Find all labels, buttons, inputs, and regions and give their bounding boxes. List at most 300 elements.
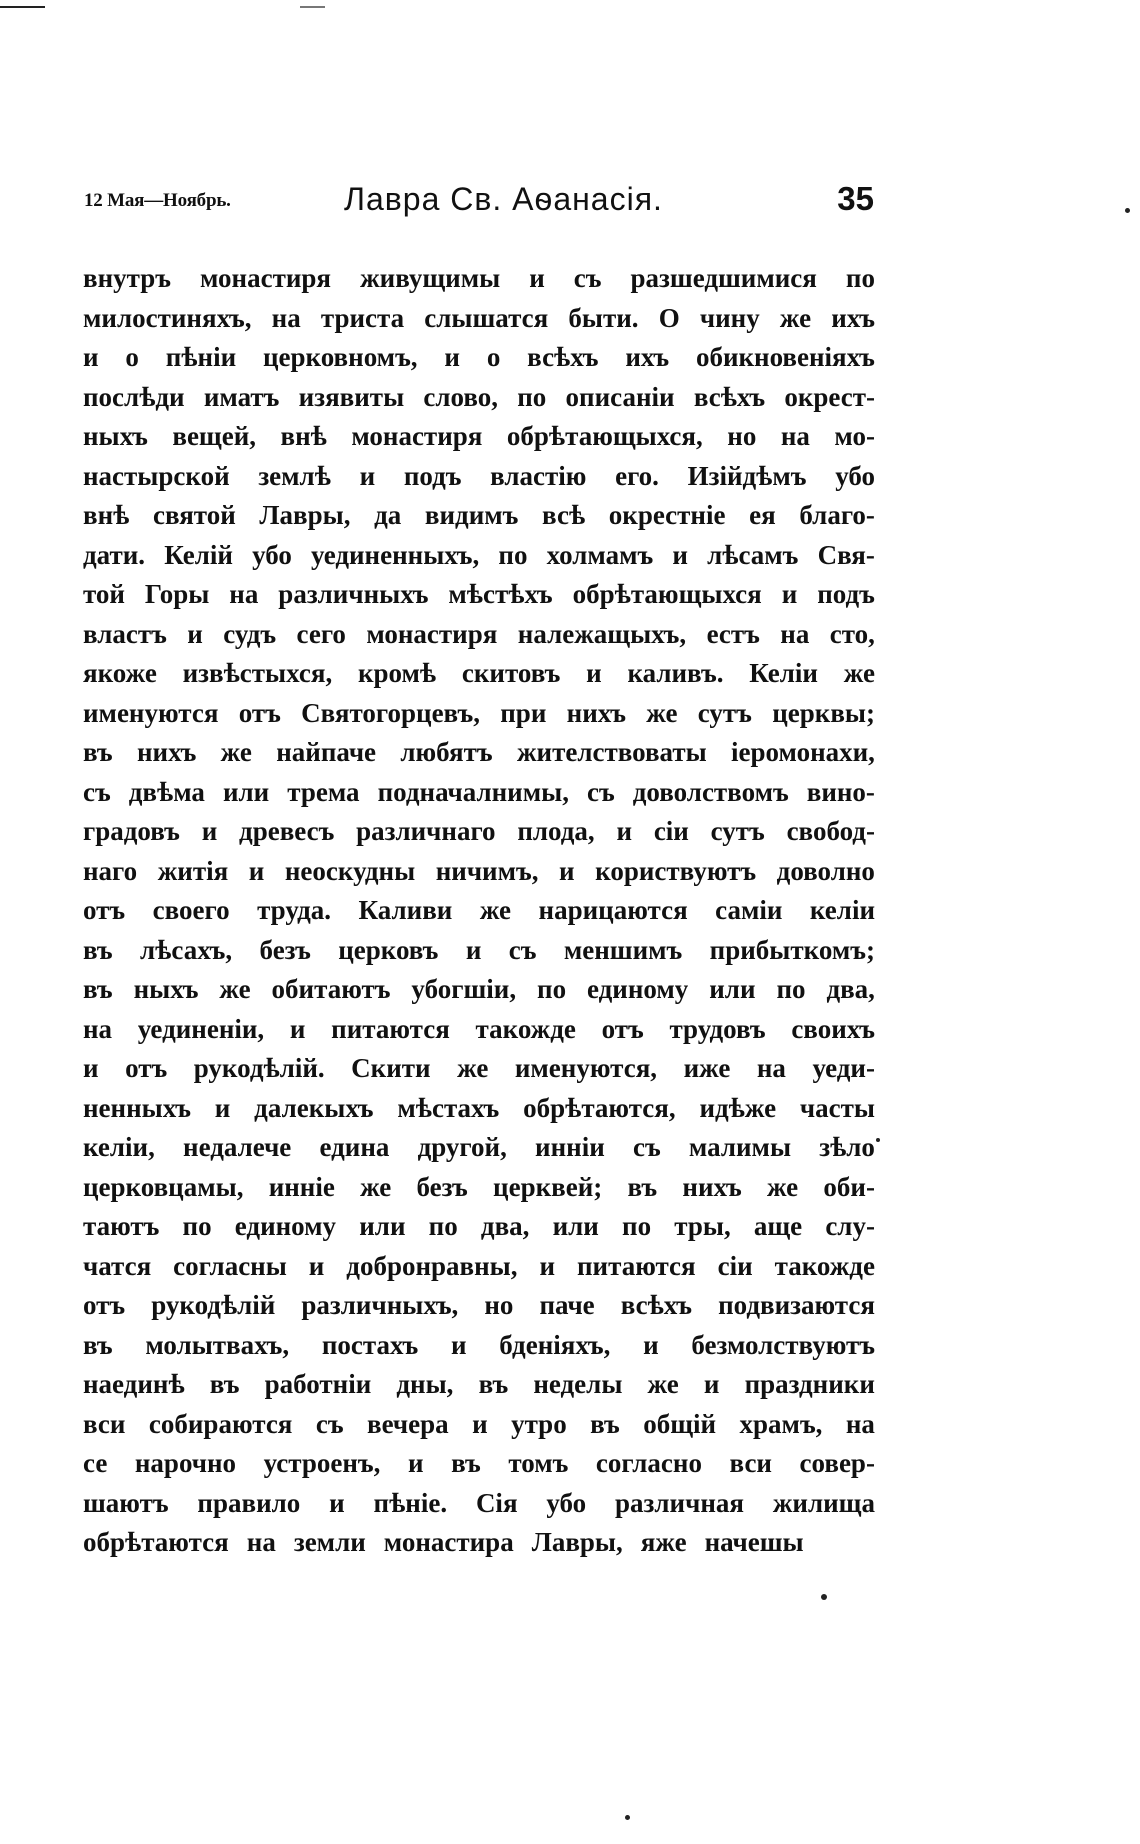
word: видимъ [424, 500, 519, 530]
word: жителствоваты [516, 737, 707, 767]
word: и [83, 1053, 99, 1083]
word: въ [478, 1369, 509, 1399]
text-line [83, 852, 875, 892]
word: въ [451, 1448, 481, 1478]
word: користвуютъ [595, 855, 757, 886]
word: по [845, 263, 875, 293]
word: и [359, 460, 376, 491]
text-line [83, 615, 875, 655]
word: ихъ [831, 302, 875, 333]
word: нихъ [137, 737, 197, 767]
word: всѣхъ [693, 381, 766, 412]
word: разшедшимися [630, 263, 817, 293]
word: и [214, 1092, 231, 1123]
word: внѣ [280, 421, 327, 451]
word: аще [753, 1211, 803, 1241]
header-date-range: 12 Мая—Ноябрь. [84, 190, 231, 211]
scan-edge-mark [300, 6, 325, 8]
word: отъ [83, 1290, 126, 1320]
word: трудовъ [669, 1013, 766, 1044]
word: келіи, [83, 1132, 155, 1162]
word: сутъ [697, 697, 752, 728]
word: по [622, 1211, 652, 1241]
word: два, [826, 974, 875, 1004]
text-line [83, 457, 875, 497]
word: и [83, 342, 99, 372]
word: Лавры, [259, 500, 351, 530]
word: двѣма [128, 776, 205, 807]
word: съ [508, 934, 537, 965]
word: его. [615, 460, 659, 491]
word: благо- [799, 500, 875, 530]
word: якоже [83, 658, 157, 688]
word: собираются [148, 1408, 293, 1439]
word: единому [587, 974, 689, 1004]
word: церквей; [493, 1171, 603, 1202]
word: слышатся [424, 302, 549, 333]
word: же [479, 895, 512, 925]
word: настырской [83, 460, 230, 491]
word: совер- [799, 1448, 875, 1478]
word: же [766, 1171, 799, 1202]
word: обрѣтающыхся, [506, 421, 703, 451]
word: живущимы [360, 263, 501, 293]
text-line [83, 338, 875, 378]
word: наединѣ [83, 1369, 185, 1399]
word: и [407, 1448, 424, 1478]
word: монастиря [351, 421, 483, 451]
word: ныхъ [83, 421, 148, 451]
word: иже [683, 1053, 731, 1083]
word: сіи [653, 816, 689, 846]
word: уединеніи, [137, 1013, 265, 1044]
word: томъ [508, 1448, 569, 1478]
word: пѣніе. [373, 1487, 448, 1518]
word: и [559, 855, 575, 886]
word: малимы [688, 1132, 792, 1162]
text-line [83, 1326, 875, 1366]
word: монастиря [200, 263, 332, 293]
word: убо [252, 539, 292, 570]
word: въ [83, 1329, 113, 1360]
scan-speck [821, 1594, 827, 1600]
word: ихъ [625, 342, 670, 372]
word: въ [209, 1369, 240, 1399]
word: убо [546, 1487, 587, 1518]
word: той [83, 579, 125, 609]
word: ненныхъ [83, 1092, 191, 1123]
word: Святогорцевъ, [301, 697, 480, 728]
scan-speck [1125, 208, 1130, 213]
word: о [125, 342, 139, 372]
word: святой [152, 500, 236, 530]
word: съ [573, 263, 602, 293]
word: неоскудны [284, 855, 416, 886]
word: или [222, 776, 270, 807]
word: отъ [238, 697, 281, 728]
word: бденіяхъ, [499, 1329, 611, 1360]
word: сіи [717, 1250, 753, 1281]
text-line [83, 299, 875, 339]
word: инніи [535, 1132, 605, 1162]
word: дати. [83, 539, 146, 570]
word: кромѣ [357, 658, 437, 688]
text-line [83, 970, 875, 1010]
word: же [457, 1053, 489, 1083]
text-line [83, 812, 875, 852]
word: въ [590, 1408, 620, 1439]
text-line [83, 1523, 875, 1563]
text-line [83, 654, 875, 694]
text-line [83, 259, 875, 299]
word: работніи [264, 1369, 372, 1399]
word: въ [627, 1171, 658, 1202]
text-line [83, 1484, 875, 1524]
word: согласно [595, 1448, 702, 1478]
word: на [780, 421, 810, 451]
word: общій [643, 1408, 717, 1439]
word: паче [539, 1290, 595, 1320]
word: далекыхъ [254, 1092, 374, 1123]
text-line [83, 1405, 875, 1445]
word: идѣже [699, 1092, 777, 1123]
word: церковномъ, [262, 342, 418, 372]
word: древесъ [239, 816, 335, 846]
word: въ [83, 934, 113, 965]
word: и [289, 1013, 306, 1044]
word: устроенъ, [263, 1448, 381, 1478]
word: всѣхъ [620, 1290, 693, 1320]
word: келіи [809, 895, 875, 925]
word: храмъ, [739, 1408, 823, 1439]
word: нарочно [134, 1448, 237, 1478]
word: ничимъ, [435, 855, 539, 886]
word: сто, [829, 618, 875, 649]
text-line [83, 1168, 875, 1208]
word: на [271, 302, 301, 333]
header-title: Лавра Св. Аѳанасія. [344, 181, 663, 217]
word: сутъ [710, 816, 765, 846]
text-line [83, 733, 875, 773]
word: холмамъ [546, 539, 654, 570]
word: же [220, 737, 252, 767]
word: подначалнимы, [377, 776, 569, 807]
word: же [779, 302, 812, 333]
word: тры, [674, 1211, 731, 1241]
word: оби- [823, 1171, 875, 1202]
word: дны, [396, 1369, 454, 1399]
word: чину [699, 302, 760, 333]
word: наго [83, 855, 138, 886]
word: Скити [351, 1053, 431, 1083]
word: церковцамы, [83, 1171, 244, 1202]
word: такожде [475, 1013, 576, 1044]
word: вино- [806, 776, 875, 807]
word: питаются [576, 1250, 696, 1281]
word: О [658, 302, 680, 333]
scan-speck [876, 1138, 880, 1142]
word: нихъ [682, 1171, 742, 1202]
word: по [182, 1211, 212, 1241]
word: при [500, 697, 547, 728]
word: извѣстыхся, [182, 658, 333, 688]
word: судъ [223, 618, 277, 649]
word: яже [640, 1527, 687, 1557]
word: добронравны, [346, 1250, 518, 1281]
text-line [83, 1089, 875, 1129]
word: по [537, 974, 567, 1004]
word: ея [749, 500, 776, 530]
word: же [843, 658, 875, 688]
word: постахъ [321, 1329, 419, 1360]
word: нарицаются [538, 895, 688, 925]
word: Келіи [749, 658, 818, 688]
word: на [229, 579, 259, 609]
word: различныхъ [278, 579, 429, 609]
word: отъ [601, 1013, 644, 1044]
word: труда. [257, 895, 332, 925]
word: властъ [83, 618, 167, 649]
page-number: 35 [837, 180, 874, 217]
word: на [246, 1527, 276, 1557]
word: подъ [403, 460, 462, 491]
word: окрест- [784, 381, 875, 412]
word: слу- [825, 1211, 875, 1241]
text-line [83, 931, 875, 971]
word: и [308, 1250, 325, 1281]
word: безъ [416, 1171, 468, 1202]
word: но [484, 1290, 514, 1320]
word: и [444, 342, 460, 372]
word: съ [632, 1132, 661, 1162]
word: вещей, [172, 421, 257, 451]
word: доволно [776, 855, 875, 886]
text-line [83, 496, 875, 536]
word: и [201, 816, 218, 846]
word: или [552, 1211, 599, 1241]
word: Келій [164, 539, 233, 570]
word: прибыткомъ; [709, 934, 875, 965]
word: убогшіи, [411, 974, 517, 1004]
word: едина [319, 1132, 390, 1162]
word: и [472, 1408, 488, 1439]
word: вечера [367, 1408, 449, 1439]
scan-edge-mark [0, 6, 45, 8]
word: же [360, 1171, 392, 1202]
word: монастира [383, 1527, 514, 1557]
word: по [428, 1211, 458, 1241]
word: Лавры, [531, 1527, 623, 1557]
word: рукодѣлій [151, 1290, 276, 1320]
word: мо- [834, 421, 875, 451]
text-line [83, 1365, 875, 1405]
text-line [83, 1128, 875, 1168]
word: градовъ [83, 816, 180, 846]
word: милостиняхъ, [83, 302, 252, 333]
word: утро [511, 1408, 567, 1439]
text-line [83, 575, 875, 615]
word: и [329, 1487, 345, 1518]
word: любятъ [400, 737, 493, 767]
word: о [486, 342, 501, 372]
word: іеромонахи, [731, 737, 875, 767]
word: на [756, 1053, 786, 1083]
word: и [465, 934, 482, 965]
word: шаютъ [83, 1487, 169, 1518]
word: же [219, 974, 251, 1004]
word: церквы; [772, 697, 875, 728]
word: послѣди [83, 381, 185, 412]
word: и [529, 263, 545, 293]
word: по [517, 381, 547, 412]
word: согласны [173, 1250, 287, 1281]
word: вси [729, 1448, 772, 1478]
word: сего [296, 618, 346, 649]
word: на [83, 1013, 113, 1044]
word: подвизаются [718, 1290, 875, 1320]
word: и [450, 1329, 467, 1360]
word: трема [287, 776, 360, 807]
word: или [709, 974, 756, 1004]
text-line [83, 1049, 875, 1089]
word: быти. [568, 302, 639, 333]
word: церковъ [338, 934, 439, 965]
word: мѣстахъ [397, 1092, 500, 1123]
word: ныхъ [133, 974, 199, 1004]
word: естъ [706, 618, 760, 649]
word: но [727, 421, 757, 451]
word: и [643, 1329, 659, 1360]
word: вси [83, 1408, 126, 1439]
word: мѣстѣхъ [448, 579, 553, 609]
text-line [83, 1444, 875, 1484]
word: безъ [259, 934, 311, 965]
word: часты [799, 1092, 875, 1123]
word: отъ [83, 895, 126, 925]
word: на [780, 618, 810, 649]
word: таютъ [83, 1211, 160, 1241]
word: лѣсамъ [707, 539, 799, 570]
word: другой, [417, 1132, 507, 1162]
word: чатся [83, 1250, 152, 1281]
word: обикновеніяхъ [695, 342, 875, 372]
word: и [781, 579, 798, 609]
word: внутръ [83, 263, 171, 293]
word: властію [490, 460, 587, 491]
word: зѣло [819, 1132, 875, 1162]
word: се [83, 1448, 108, 1478]
word: неделы [533, 1369, 623, 1399]
word: обитаютъ [271, 974, 391, 1004]
word: на [845, 1408, 875, 1439]
word: иматъ [203, 381, 280, 412]
word: рукодѣлій. [193, 1053, 325, 1083]
word: подъ [817, 579, 875, 609]
word: скитовъ [461, 658, 561, 688]
text-line [83, 891, 875, 931]
body-text [83, 259, 875, 1563]
text-line [83, 1207, 875, 1247]
word: инніе [268, 1171, 335, 1202]
word: два, [480, 1211, 530, 1241]
word: и [539, 1250, 556, 1281]
word: всѣхъ [527, 342, 599, 372]
word: нихъ [566, 697, 626, 728]
word: уединенныхъ, [311, 539, 480, 570]
word: по [498, 539, 528, 570]
scan-speck [625, 1815, 630, 1820]
word: и [672, 539, 688, 570]
word: Каливи [358, 895, 453, 925]
word: и [586, 658, 602, 688]
word: Горы [144, 579, 210, 609]
word: безмолствуютъ [691, 1329, 875, 1360]
word: питаются [331, 1013, 450, 1044]
word: Сія [475, 1487, 518, 1518]
word: различныхъ, [301, 1290, 459, 1320]
word: Изійдѣмъ [687, 460, 807, 491]
word: отъ [125, 1053, 168, 1083]
word: слово, [423, 381, 498, 412]
word: единому [234, 1211, 337, 1241]
word: пѣніи [165, 342, 237, 372]
text-line [83, 536, 875, 576]
text-line [83, 378, 875, 418]
word: именуются [83, 697, 219, 728]
word: внѣ [83, 500, 130, 530]
word: или [359, 1211, 406, 1241]
word: своихъ [791, 1013, 875, 1044]
word: обрѣтаются [83, 1527, 229, 1557]
word: изявиты [298, 381, 405, 412]
running-header [84, 181, 876, 231]
word: въ [83, 974, 113, 1004]
word: найпаче [276, 737, 377, 767]
word: свобод- [786, 816, 875, 846]
word: землѣ [258, 460, 331, 491]
word: съ [315, 1408, 344, 1439]
word: же [646, 697, 678, 728]
word: въ [83, 737, 113, 767]
text-line [83, 773, 875, 813]
word: съ [83, 776, 111, 807]
word: именуются, [514, 1053, 658, 1083]
word: жилища [772, 1487, 875, 1518]
word: же [647, 1369, 679, 1399]
word: да [374, 500, 402, 530]
text-line [83, 1286, 875, 1326]
word: правило [197, 1487, 301, 1518]
word: праздники [744, 1369, 875, 1399]
word: монастиря [366, 618, 498, 649]
word: своего [152, 895, 230, 925]
word: начешы [704, 1527, 804, 1557]
word: всѣ [542, 500, 586, 530]
word: молытвахъ, [145, 1329, 290, 1360]
text-line [83, 1247, 875, 1287]
word: Свя- [817, 539, 875, 570]
text-line [83, 694, 875, 734]
word: триста [320, 302, 405, 333]
word: убо [835, 460, 875, 491]
word: и [187, 618, 203, 649]
word: самiи [715, 895, 783, 925]
word: и [616, 816, 633, 846]
word: окрестніе [608, 500, 726, 530]
word: такожде [774, 1250, 875, 1281]
word: съ [587, 776, 615, 807]
word: недалече [183, 1132, 292, 1162]
